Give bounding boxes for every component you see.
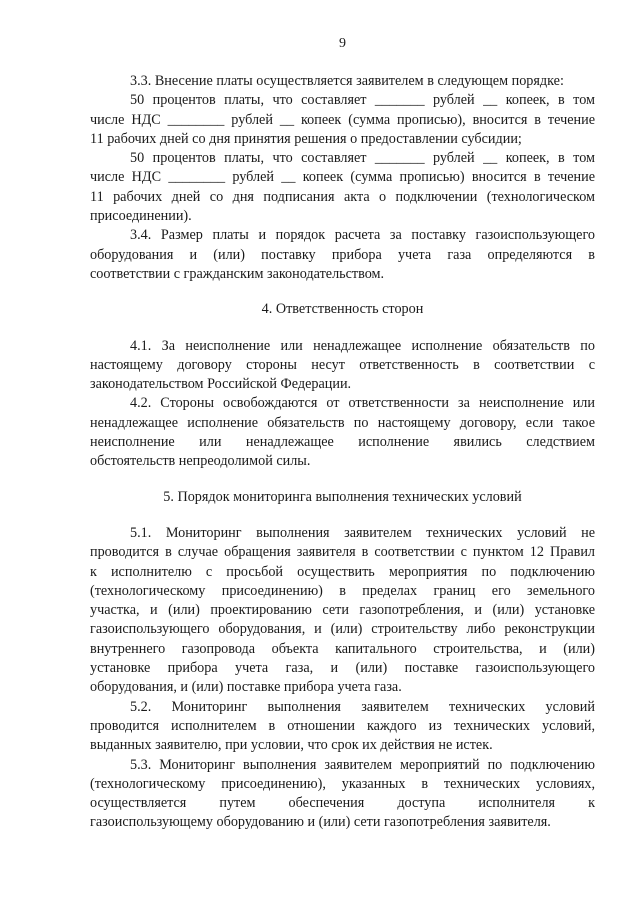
spacer	[90, 284, 595, 300]
text-line: газоиспользующему оборудованию и (или) сети газопотребления заявителя.	[90, 814, 551, 831]
text-line: обстоятельств непреодолимой силы.	[90, 453, 311, 470]
paragraph	[90, 337, 595, 395]
text-line: к исполнителю с просьбой осуществить мероприятия по подключению	[90, 563, 595, 580]
text-line: 50 процентов платы, что составляет _______ рублей __ копеек, в том	[130, 150, 595, 167]
paragraph	[90, 756, 595, 833]
paragraph	[90, 698, 595, 756]
text-line: оборудования и (или) поставку прибора учета газа определяются в	[90, 246, 595, 263]
text-line: 4.1. За неисполнение или ненадлежащее исполнение обязательств по	[130, 337, 595, 354]
paragraph	[90, 149, 595, 226]
text-line: газоиспользующего оборудования, и (или) строительству либо реконструкции	[90, 621, 595, 638]
text-line: 5.1. Мониторинг выполнения заявителем технических условий не	[130, 524, 595, 541]
text-line: законодательством Российской Федерации.	[90, 376, 352, 393]
text-line: настоящему договору стороны несут ответственность в соответствии с	[90, 356, 595, 373]
text-line: осуществляется путем обеспечения доступа исполнителя к	[90, 795, 595, 812]
text-line: числе НДС ________ рублей __ копеек (сумма прописью), вносится в течение	[90, 111, 595, 128]
text-line: установке прибора учета газа, и (или) поставке газоиспользующего	[90, 660, 595, 677]
paragraph	[90, 524, 595, 698]
text-line: неисполнение или ненадлежащее исполнение явились следствием	[90, 434, 595, 451]
paragraph	[90, 394, 595, 471]
page-number: 9	[339, 36, 346, 51]
text-line: присоединении).	[90, 208, 192, 225]
text-line: 11 рабочих дней со дня подписания акта о подключении (технологическом	[90, 188, 595, 205]
text-line: оборудования, и (или) поставке прибора учета газа.	[90, 679, 402, 696]
text-line: внутреннего газопровода объекта капитального строительства, и (или)	[90, 640, 595, 657]
text-line: 5.2. Мониторинг выполнения заявителем технических условий	[130, 698, 595, 715]
document-body	[90, 72, 595, 833]
text-line: 5.3. Мониторинг выполнения заявителем мероприятий по подключению	[130, 756, 595, 773]
text-line: 4.2. Стороны освобождаются от ответственности за неисполнение или	[130, 395, 595, 412]
text-line: (технологическому присоединению), указанных в технических условиях,	[90, 775, 595, 792]
text-line: соответствии с гражданским законодательством.	[90, 265, 385, 282]
text-line: 3.4. Размер платы и порядок расчета за поставку газоиспользующего	[130, 227, 595, 244]
text-line: 11 рабочих дней со дня принятия решения о предоставлении субсидии;	[90, 130, 522, 147]
text-line: проводится исполнителем в отношении каждого из технических условий,	[90, 717, 595, 734]
spacer	[90, 507, 595, 524]
spacer	[90, 472, 595, 488]
text-line: выданных заявителю, при условии, что срок их действия не истек.	[90, 737, 493, 754]
paragraph	[90, 91, 595, 149]
section-heading: 5. Порядок мониторинга выполнения технических условий	[163, 488, 522, 505]
spacer	[90, 320, 595, 337]
text-line: ненадлежащее исполнение обязательств по настоящему договору, если такое	[90, 414, 595, 431]
text-line: 50 процентов платы, что составляет _______ рублей __ копеек, в том	[130, 92, 595, 109]
paragraph	[90, 226, 595, 284]
text-line: 3.3. Внесение платы осуществляется заявителем в следующем порядке:	[130, 73, 564, 89]
text-line: числе НДС ________ рублей __ копеек (сумма прописью) вносится в течение	[90, 169, 595, 186]
paragraph	[90, 72, 595, 91]
text-line: участка, и (или) проектированию сети газопотребления, и (или) установке	[90, 602, 595, 619]
section-heading: 4. Ответственность сторон	[261, 301, 424, 318]
text-line: (технологическому присоединению) в пределах границ его земельного	[90, 582, 595, 599]
text-line: проводится в случае обращения заявителя в соответствии с пунктом 12 Правил	[90, 544, 595, 561]
